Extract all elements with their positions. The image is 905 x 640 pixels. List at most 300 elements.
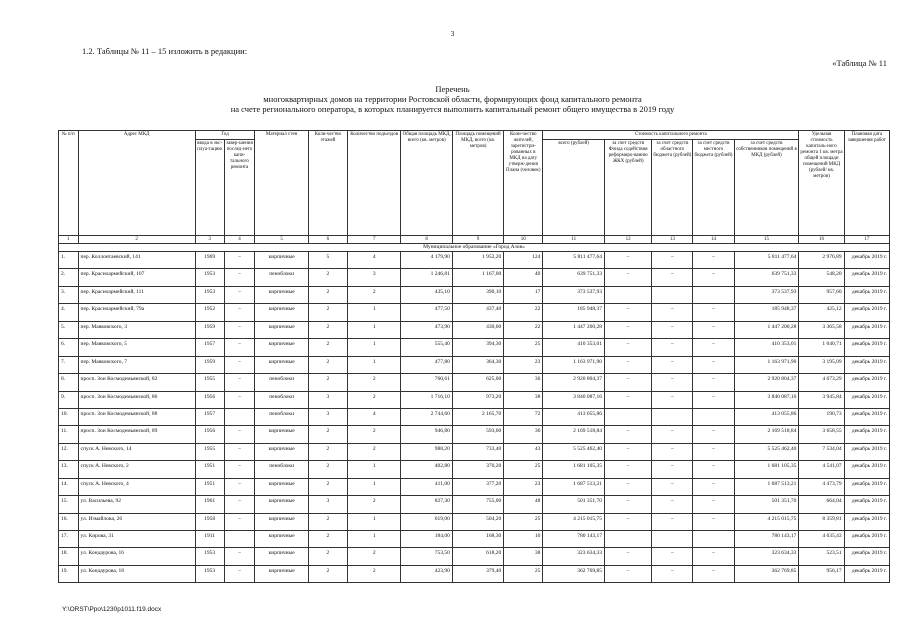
cell-unit-cost: 8 359,81	[799, 513, 844, 530]
cell-planned-date: декабрь 2019 г.	[844, 374, 889, 391]
table-row	[59, 391, 890, 408]
cell-premises-area: 437,40	[452, 304, 503, 321]
cell-cost-local	[693, 408, 734, 425]
cell-floors: 2	[308, 374, 347, 391]
table-row	[59, 443, 890, 460]
header-year: Год	[195, 131, 255, 140]
cell-year-done: –	[224, 461, 255, 478]
cell-entrances: 2	[347, 374, 400, 391]
table-row	[59, 461, 890, 478]
cell-address: просп. Зои Космодемьянской, 88	[78, 408, 195, 425]
cell-address: ул. Кондаурова, 18	[78, 565, 195, 582]
cell-planned-date: декабрь 2019 г.	[844, 321, 889, 338]
cell-cost-fund: –	[605, 548, 652, 565]
cell-floors: 2	[308, 565, 347, 582]
cell-premises-area: 2 165,70	[452, 408, 503, 425]
cell-planned-date: декабрь 2019 г.	[844, 252, 889, 269]
cell-residents: 25	[504, 565, 543, 582]
cell-year-done: –	[224, 286, 255, 303]
cell-residents: 72	[504, 408, 543, 425]
cell-planned-date: декабрь 2019 г.	[844, 478, 889, 495]
cell-row-number: 13.	[59, 461, 79, 478]
cell-year-built: 1952	[195, 304, 224, 321]
cell-residents: 22	[504, 304, 543, 321]
cell-cost-fund: –	[605, 496, 652, 513]
cell-cost-local: –	[693, 548, 734, 565]
cell-premises-area: 504,20	[452, 513, 503, 530]
cell-row-number: 15.	[59, 496, 79, 513]
cell-cost-local: –	[693, 339, 734, 356]
table-row	[59, 304, 890, 321]
table-container	[58, 130, 890, 583]
cell-cost-owners: 185 948,37	[734, 304, 799, 321]
cell-year-done	[224, 408, 255, 425]
table-row	[59, 321, 890, 338]
cell-total-area: 4 179,90	[401, 252, 452, 269]
cell-total-area: 473,90	[401, 321, 452, 338]
cell-unit-cost: 190,73	[799, 408, 844, 425]
cell-row-number: 17.	[59, 531, 79, 548]
cell-premises-area: 394,30	[452, 339, 503, 356]
column-number: 6	[308, 236, 347, 244]
cell-premises-area: 733,40	[452, 443, 503, 460]
cell-row-number: 16.	[59, 513, 79, 530]
cell-year-built: 1953	[195, 269, 224, 286]
cell-residents: 48	[504, 496, 543, 513]
cell-cost-fund: –	[605, 339, 652, 356]
cell-cost-total: 413 055,86	[543, 408, 605, 425]
cell-cost-region: –	[652, 356, 693, 373]
cell-entrances: 2	[347, 391, 400, 408]
cell-walls: пеноблоки	[255, 374, 308, 391]
cell-planned-date: декабрь 2019 г.	[844, 269, 889, 286]
cell-unit-cost: 2 976,89	[799, 252, 844, 269]
cell-cost-region	[652, 286, 693, 303]
table-row	[59, 408, 890, 425]
cell-residents: 40	[504, 269, 543, 286]
cell-entrances: 4	[347, 408, 400, 425]
cell-cost-owners: 413 055,86	[734, 408, 799, 425]
cell-entrances: 1	[347, 478, 400, 495]
cell-planned-date: декабрь 2019 г.	[844, 286, 889, 303]
cell-cost-region: –	[652, 391, 693, 408]
cell-address: ул. Васильева, 92	[78, 496, 195, 513]
cell-cost-owners: 1 447 200,28	[734, 321, 799, 338]
table-row	[59, 531, 890, 548]
cell-walls: пеноблоки	[255, 391, 308, 408]
cell-row-number: 5.	[59, 321, 79, 338]
cell-residents: 23	[504, 478, 543, 495]
cell-cost-total: 2 920 804,37	[543, 374, 605, 391]
cell-year-built: 1959	[195, 321, 224, 338]
header-year-built: ввода в экс-плуа-тацию	[195, 140, 224, 236]
cell-entrances: 2	[347, 565, 400, 582]
cell-entrances: 1	[347, 304, 400, 321]
cell-address: пер. Маяковского, 5	[78, 339, 195, 356]
cell-cost-owners: 501 351,70	[734, 496, 799, 513]
cell-address: ул. Кондаурова, 16	[78, 548, 195, 565]
cell-total-area: 184,00	[401, 531, 452, 548]
cell-unit-cost: 4 673,29	[799, 374, 844, 391]
cell-premises-area: 377,20	[452, 478, 503, 495]
cell-floors: 2	[308, 531, 347, 548]
cell-planned-date: декабрь 2019 г.	[844, 356, 889, 373]
cell-year-built: 1958	[195, 513, 224, 530]
cell-planned-date: декабрь 2019 г.	[844, 548, 889, 565]
cell-planned-date: декабрь 2019 г.	[844, 408, 889, 425]
cell-walls: кирпичные	[255, 548, 308, 565]
cell-walls: кирпичные	[255, 339, 308, 356]
cell-walls: пеноблоки	[255, 269, 308, 286]
cell-cost-region: –	[652, 374, 693, 391]
cell-planned-date: декабрь 2019 г.	[844, 391, 889, 408]
municipality-row	[59, 244, 890, 252]
cell-floors: 2	[308, 286, 347, 303]
cell-cost-total: 5 525 462,40	[543, 443, 605, 460]
cell-cost-local: –	[693, 426, 734, 443]
cell-year-done: –	[224, 426, 255, 443]
cell-year-built: 1951	[195, 461, 224, 478]
title-line-2: многоквартирных домов на территории Ростовской области, формирующих фонд капитального ремонта	[263, 94, 642, 104]
header-total-area: Общая площадь МКД, всего (кв. метров)	[401, 131, 452, 236]
header-entrances: Количество подъездов	[347, 131, 400, 236]
cell-cost-total: 373 537,93	[543, 286, 605, 303]
cell-walls: кирпичные	[255, 286, 308, 303]
cell-cost-owners: 1 687 513,21	[734, 478, 799, 495]
cell-total-area: 827,30	[401, 496, 452, 513]
cell-cost-owners: 639 751,33	[734, 269, 799, 286]
header-cost-owners: за счет средств собственников помещений в МКД (рублей)	[734, 140, 799, 236]
cell-walls: кирпичные	[255, 356, 308, 373]
cell-cost-local: –	[693, 391, 734, 408]
cell-cost-owners: 3 840 087,16	[734, 391, 799, 408]
cell-residents: 25	[504, 339, 543, 356]
cell-planned-date: декабрь 2019 г.	[844, 339, 889, 356]
cell-premises-area: 390,10	[452, 286, 503, 303]
cell-year-done: –	[224, 339, 255, 356]
cell-residents: 23	[504, 356, 543, 373]
table-row	[59, 356, 890, 373]
cell-cost-owners: 4 215 015,75	[734, 513, 799, 530]
cell-unit-cost: 548,20	[799, 269, 844, 286]
cell-cost-fund: –	[605, 321, 652, 338]
cell-entrances: 4	[347, 252, 400, 269]
cell-cost-total: 639 751,33	[543, 269, 605, 286]
cell-planned-date: декабрь 2019 г.	[844, 531, 889, 548]
cell-cost-local: –	[693, 461, 734, 478]
header-num: № п/п	[59, 131, 79, 236]
cell-unit-cost: 3 365,58	[799, 321, 844, 338]
header-residents: Коли-чество жителей, зарегистри-рованных в МКД на дату утверж-дения Плана (человек)	[504, 131, 543, 236]
municipality-cell: Муниципальное образование «Город Азов»	[59, 244, 890, 252]
cell-cost-local: –	[693, 374, 734, 391]
cell-address: спуск А. Невского, 2	[78, 461, 195, 478]
header-premises-area: Площадь помещений МКД, всего (кв. метров)	[452, 131, 503, 236]
title-line-3: на счете регионального оператора, в которых планируется выполнить капитальный ремонт общего имущества в 2019 году	[230, 104, 675, 114]
column-number: 5	[255, 236, 308, 244]
header-cost-region: за счет средств областного бюджета (рублей)	[652, 140, 693, 236]
cell-unit-cost: 425,12	[799, 304, 844, 321]
cell-cost-fund: –	[605, 252, 652, 269]
cell-entrances: 3	[347, 269, 400, 286]
cell-total-area: 423,90	[401, 565, 452, 582]
cell-floors: 2	[308, 269, 347, 286]
cell-residents: 10	[504, 531, 543, 548]
cell-cost-owners: 1 681 105,35	[734, 461, 799, 478]
cell-residents: 38	[504, 548, 543, 565]
column-number: 1	[59, 236, 79, 244]
cell-residents: 22	[504, 321, 543, 338]
cell-residents: 38	[504, 391, 543, 408]
cell-cost-fund: –	[605, 461, 652, 478]
cell-cost-total: 3 840 087,16	[543, 391, 605, 408]
cell-walls: кирпичные	[255, 513, 308, 530]
cell-row-number: 19.	[59, 565, 79, 582]
cell-cost-region: –	[652, 548, 693, 565]
cell-year-built: 1957	[195, 408, 224, 425]
column-number: 13	[652, 236, 693, 244]
cell-row-number: 1.	[59, 252, 79, 269]
cell-floors: 3	[308, 391, 347, 408]
cell-cost-region: –	[652, 321, 693, 338]
table-row	[59, 269, 890, 286]
cell-entrances: 1	[347, 356, 400, 373]
cell-total-area: 988,20	[401, 443, 452, 460]
column-number: 15	[734, 236, 799, 244]
cell-year-built: 1953	[195, 286, 224, 303]
table-row	[59, 374, 890, 391]
header-floors: Коли-чество этажей	[308, 131, 347, 236]
cell-address: пер. Красноармейский, 107	[78, 269, 195, 286]
cell-year-done: –	[224, 478, 255, 495]
cell-row-number: 11.	[59, 426, 79, 443]
cell-entrances: 2	[347, 496, 400, 513]
cell-walls: кирпичные	[255, 252, 308, 269]
cell-year-built: 1953	[195, 548, 224, 565]
cell-cost-owners: 5 525 462,40	[734, 443, 799, 460]
cell-address: пер. Коллонтаевский, 141	[78, 252, 195, 269]
cell-cost-local: –	[693, 513, 734, 530]
table-reference: «Таблица № 11	[832, 58, 887, 68]
cell-cost-owners: 2 169 518,84	[734, 426, 799, 443]
cell-total-area: 477,80	[401, 356, 452, 373]
cell-residents: 43	[504, 443, 543, 460]
cell-cost-local: –	[693, 565, 734, 582]
cell-year-built: 1961	[195, 496, 224, 513]
cell-row-number: 7.	[59, 356, 79, 373]
cell-year-built: 1956	[195, 391, 224, 408]
cell-walls: пеноблоки	[255, 408, 308, 425]
cell-floors: 2	[308, 356, 347, 373]
cell-planned-date: декабрь 2019 г.	[844, 443, 889, 460]
cell-cost-region: –	[652, 461, 693, 478]
cell-row-number: 8.	[59, 374, 79, 391]
cell-planned-date: декабрь 2019 г.	[844, 461, 889, 478]
cell-cost-fund: –	[605, 478, 652, 495]
intro-text: 1.2. Таблицы № 11 – 15 изложить в редакции:	[82, 46, 248, 56]
cell-floors: 3	[308, 408, 347, 425]
cell-cost-owners: 1 163 971,90	[734, 356, 799, 373]
cell-cost-total: 1 163 971,90	[543, 356, 605, 373]
cell-cost-total: 1 681 105,35	[543, 461, 605, 478]
table-row	[59, 478, 890, 495]
cell-cost-region	[652, 531, 693, 548]
cell-floors: 2	[308, 513, 347, 530]
cell-cost-local: –	[693, 321, 734, 338]
cell-residents: 36	[504, 374, 543, 391]
cell-year-done: –	[224, 356, 255, 373]
cell-year-done: –	[224, 391, 255, 408]
cell-walls: кирпичные	[255, 304, 308, 321]
header-cost-local: за счет средств местного бюджета (рублей)	[693, 140, 734, 236]
cell-year-done: –	[224, 513, 255, 530]
cell-total-area: 2 744,60	[401, 408, 452, 425]
cell-year-done: –	[224, 304, 255, 321]
column-numbers-row	[59, 236, 890, 244]
header-walls: Материал стен	[255, 131, 308, 236]
cell-walls: кирпичные	[255, 565, 308, 582]
header-cost-group: Стоимость капитального ремонта	[543, 131, 799, 140]
cell-cost-total: 1 687 513,21	[543, 478, 605, 495]
cell-residents: 124	[504, 252, 543, 269]
cell-cost-total: 362 769,85	[543, 565, 605, 582]
cell-floors: 5	[308, 252, 347, 269]
cell-unit-cost: 957,60	[799, 286, 844, 303]
cell-premises-area: 379,40	[452, 565, 503, 582]
table-row	[59, 286, 890, 303]
column-number: 3	[195, 236, 224, 244]
cell-address: пер. Маяковского, 7	[78, 356, 195, 373]
cell-premises-area: 755,00	[452, 496, 503, 513]
cell-year-done: –	[224, 269, 255, 286]
cell-cost-local: –	[693, 304, 734, 321]
cell-address: просп. Зои Космодемьянской, 89	[78, 426, 195, 443]
header-cost-fund: за счет средств Фонда содействия реформиро-ванию ЖКХ (рублей)	[605, 140, 652, 236]
cell-cost-owners: 2 920 804,37	[734, 374, 799, 391]
cell-planned-date: декабрь 2019 г.	[844, 513, 889, 530]
column-number: 7	[347, 236, 400, 244]
cell-cost-region: –	[652, 269, 693, 286]
table-row	[59, 565, 890, 582]
cell-year-done: –	[224, 443, 255, 460]
cell-total-area: 1 246,81	[401, 269, 452, 286]
cell-walls: кирпичные	[255, 443, 308, 460]
cell-year-done: –	[224, 565, 255, 582]
cell-cost-fund	[605, 408, 652, 425]
column-number: 10	[504, 236, 543, 244]
cell-cost-region: –	[652, 513, 693, 530]
cell-planned-date: декабрь 2019 г.	[844, 565, 889, 582]
cell-unit-cost: 7 534,04	[799, 443, 844, 460]
cell-row-number: 12.	[59, 443, 79, 460]
cell-entrances: 1	[347, 531, 400, 548]
cell-cost-local: –	[693, 356, 734, 373]
cell-cost-local: –	[693, 478, 734, 495]
header-year-done: завер-шения послед-него капи-тального ремонта	[224, 140, 255, 236]
cell-address: просп. Зои Космодемьянской, 82	[78, 374, 195, 391]
cell-total-area: 619,00	[401, 513, 452, 530]
cell-floors: 3	[308, 496, 347, 513]
cell-year-built: 1959	[195, 356, 224, 373]
cell-cost-owners: 780 143,17	[734, 531, 799, 548]
cell-floors: 2	[308, 443, 347, 460]
cell-cost-fund: –	[605, 269, 652, 286]
cell-premises-area: 625,00	[452, 374, 503, 391]
cell-total-area: 1 716,10	[401, 391, 452, 408]
cell-unit-cost: 3 195,09	[799, 356, 844, 373]
cell-cost-region: –	[652, 252, 693, 269]
cell-cost-fund: –	[605, 565, 652, 582]
document-title	[0, 84, 905, 114]
cell-row-number: 4.	[59, 304, 79, 321]
cell-unit-cost: 4 635,43	[799, 531, 844, 548]
cell-cost-total: 323 634,33	[543, 548, 605, 565]
cell-year-built: 1951	[195, 478, 224, 495]
title-line-1: Перечень	[435, 84, 470, 94]
cell-cost-total: 780 143,17	[543, 531, 605, 548]
cell-floors: 2	[308, 304, 347, 321]
cell-year-done	[224, 531, 255, 548]
column-number: 11	[543, 236, 605, 244]
cell-year-done: –	[224, 252, 255, 269]
cell-year-built: 1969	[195, 252, 224, 269]
cell-total-area: 411,00	[401, 478, 452, 495]
cell-cost-owners: 410 353,01	[734, 339, 799, 356]
cell-entrances: 2	[347, 426, 400, 443]
cell-floors: 2	[308, 339, 347, 356]
cell-premises-area: 618,20	[452, 548, 503, 565]
cell-year-done: –	[224, 496, 255, 513]
cell-cost-total: 501 351,70	[543, 496, 605, 513]
cell-premises-area: 973,20	[452, 391, 503, 408]
cell-address: просп. Зои Космодемьянской, 86	[78, 391, 195, 408]
table-row	[59, 496, 890, 513]
cell-cost-fund: –	[605, 443, 652, 460]
cell-unit-cost: 3 658,55	[799, 426, 844, 443]
cell-walls: кирпичные	[255, 496, 308, 513]
table-body	[59, 244, 890, 583]
file-path-footer: Y:\ORST\Ppo\1230p1011.f19.docx	[62, 606, 162, 613]
cell-unit-cost: 956,17	[799, 565, 844, 582]
cell-cost-owners: 362 769,85	[734, 565, 799, 582]
cell-cost-region: –	[652, 478, 693, 495]
column-number: 4	[224, 236, 255, 244]
cell-planned-date: декабрь 2019 г.	[844, 496, 889, 513]
cell-premises-area: 364,30	[452, 356, 503, 373]
cell-row-number: 9.	[59, 391, 79, 408]
cell-cost-region: –	[652, 339, 693, 356]
header-unit-cost: Удельная стоимость капиталь-ного ремонта 1 кв. метра общей площади помещений МКД (рублей/ кв. метров)	[799, 131, 844, 236]
cell-walls: пеноблоки	[255, 461, 308, 478]
cell-address: ул. Кирова, 31	[78, 531, 195, 548]
cell-row-number: 10.	[59, 408, 79, 425]
cell-cost-total: 2 169 518,84	[543, 426, 605, 443]
cell-total-area: 555,40	[401, 339, 452, 356]
cell-entrances: 2	[347, 286, 400, 303]
cell-floors: 2	[308, 548, 347, 565]
cell-address: пер. Красноармейский, 111	[78, 286, 195, 303]
cell-cost-owners: 5 811 477,64	[734, 252, 799, 269]
cell-row-number: 14.	[59, 478, 79, 495]
cell-cost-local: –	[693, 269, 734, 286]
cell-unit-cost: 523,51	[799, 548, 844, 565]
cell-residents: 36	[504, 426, 543, 443]
cell-premises-area: 1 167,00	[452, 269, 503, 286]
cell-cost-total: 4 215 015,75	[543, 513, 605, 530]
column-number: 14	[693, 236, 734, 244]
cell-cost-owners: 373 537,93	[734, 286, 799, 303]
cell-year-built: 1956	[195, 426, 224, 443]
